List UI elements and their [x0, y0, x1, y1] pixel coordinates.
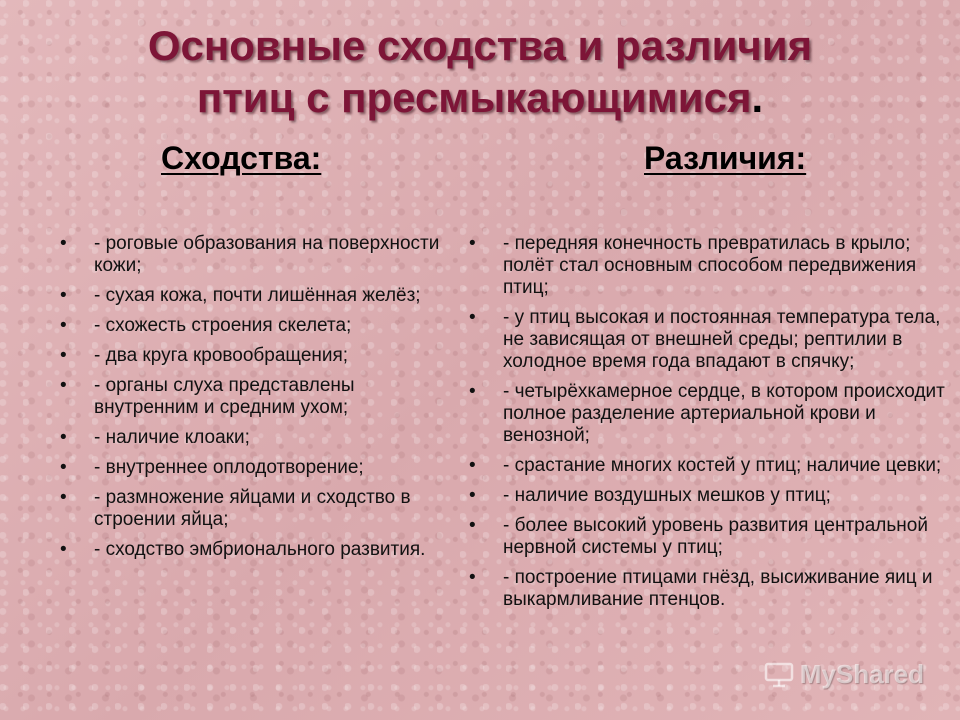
differences-heading: Различия:: [644, 140, 807, 176]
slide-title: [0, 20, 960, 124]
list-item-text: - размножение яйцами и сходство в строении яйца;: [94, 487, 411, 530]
bullet: •: [60, 233, 67, 254]
list-item: [60, 539, 445, 561]
list-item: [60, 345, 445, 367]
list-item: [469, 515, 954, 559]
list-item-text: - наличие клоаки;: [94, 427, 250, 448]
list-item-text: - роговые образования на поверхности кожи;: [94, 233, 440, 276]
myshared-watermark: [764, 659, 924, 690]
watermark-text: MyShared: [799, 659, 924, 689]
bullet: •: [60, 427, 67, 448]
bullet: •: [60, 315, 67, 336]
list-item-text: - схожесть строения скелета;: [94, 315, 352, 336]
list-item: [469, 233, 954, 299]
list-item-text: - сухая кожа, почти лишённая желёз;: [94, 285, 421, 306]
bullet: •: [469, 233, 476, 254]
bullet: •: [469, 567, 476, 588]
list-item: [60, 315, 445, 337]
list-item: [60, 285, 445, 307]
similarities-list: [60, 233, 445, 569]
list-item: [60, 457, 445, 479]
bullet: •: [60, 539, 67, 560]
similarities-heading: Сходства:: [161, 140, 322, 176]
bullet: •: [469, 455, 476, 476]
presentation-icon: [764, 662, 794, 688]
bullet: •: [60, 375, 67, 396]
list-item: [469, 567, 954, 611]
list-item-text: - четырёхкамерное сердце, в котором происходит полное разделение артериальной крови и венозной;: [503, 381, 945, 446]
list-item-text: - у птиц высокая и постоянная температура тела, не зависящая от внешней среды; рептилии в холодное время года впадают в спячку;: [503, 307, 941, 372]
list-item-text: - внутреннее оплодотворение;: [94, 457, 364, 478]
list-item: [60, 427, 445, 449]
bullet: •: [60, 285, 67, 306]
list-item-text: - два круга кровообращения;: [94, 345, 349, 366]
title-line-2: [0, 72, 960, 124]
list-item-text: - наличие воздушных мешков у птиц;: [503, 485, 831, 506]
bullet: •: [60, 345, 67, 366]
bullet: •: [60, 457, 67, 478]
list-item: [469, 455, 954, 477]
bullet: •: [469, 307, 476, 328]
list-item: [469, 485, 954, 507]
bullet: •: [469, 515, 476, 536]
title-line-1: Основные сходства и различия: [147, 22, 813, 69]
list-item: [60, 487, 445, 531]
list-item-text: - построение птицами гнёзд, высиживание яиц и выкармливание птенцов.: [503, 567, 933, 610]
list-item-text: - органы слуха представлены внутренним и средним ухом;: [94, 375, 355, 418]
bullet: •: [469, 485, 476, 506]
list-item-text: - срастание многих костей у птиц; наличие цевки;: [503, 455, 942, 476]
differences-list: [469, 233, 954, 619]
list-item: [60, 375, 445, 419]
list-item-text: - более высокий уровень развития центральной нервной системы у птиц;: [503, 515, 928, 558]
bullet: •: [60, 487, 67, 508]
bullet: •: [469, 381, 476, 402]
list-item-text: - сходство эмбрионального развития.: [94, 539, 426, 560]
title-line-2-text: птиц с пресмыкающимися: [196, 74, 752, 121]
list-item: [60, 233, 445, 277]
list-item-text: - передняя конечность превратилась в крыло; полёт стал основным способом передвижения птиц;: [503, 233, 917, 298]
list-item: [469, 381, 954, 447]
title-dot: .: [751, 74, 764, 121]
list-item: [469, 307, 954, 373]
